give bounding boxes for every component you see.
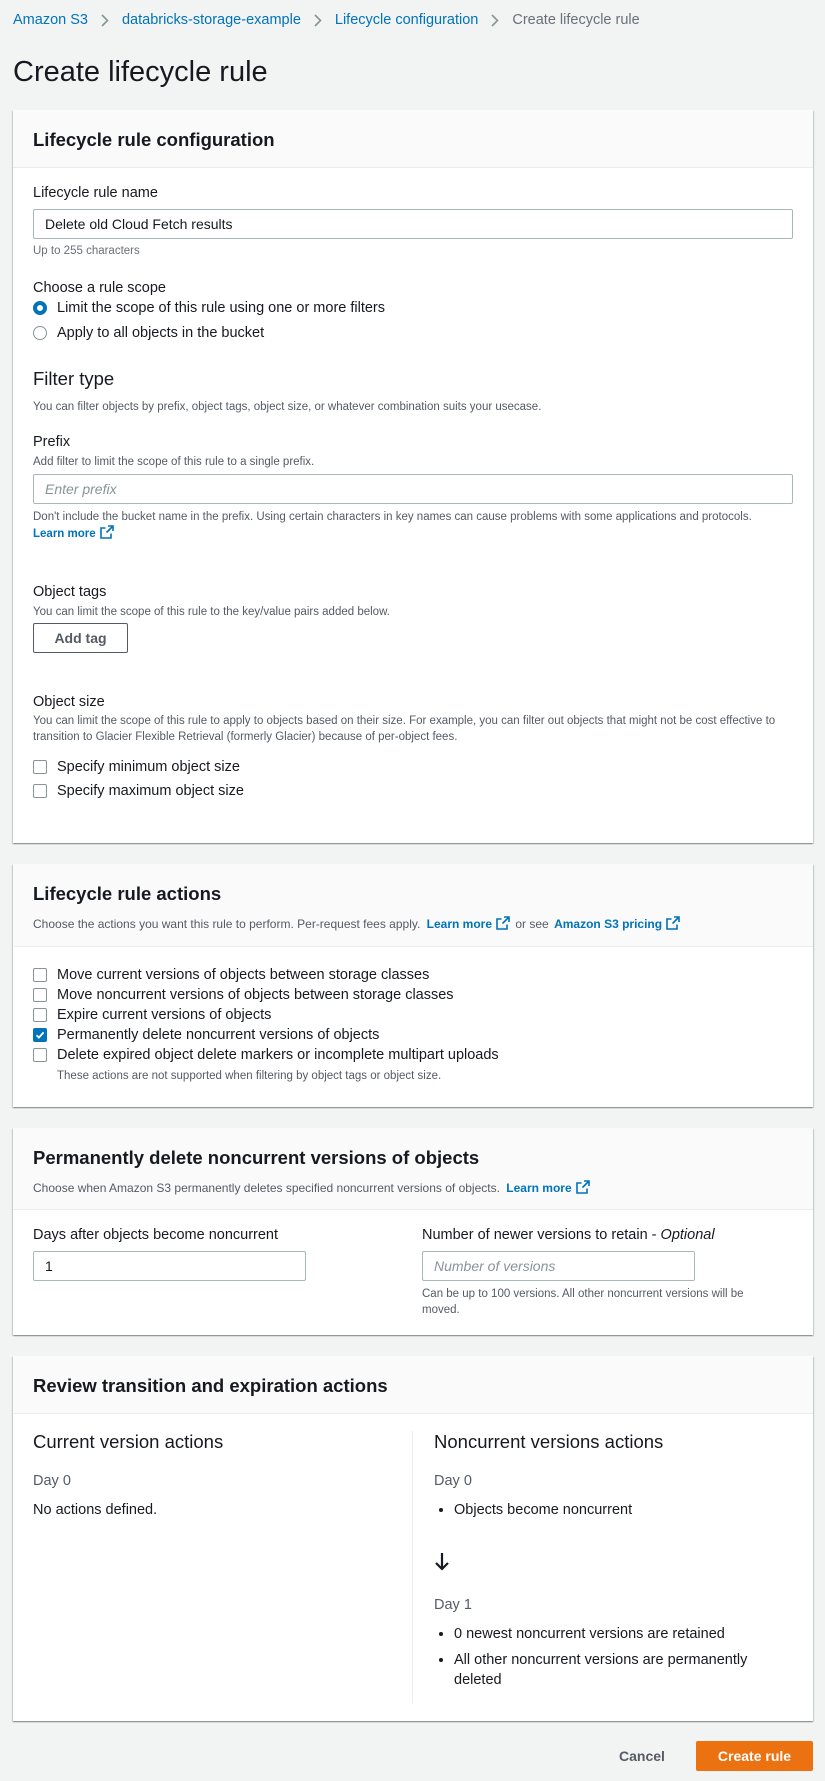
page-title: Create lifecycle rule: [13, 56, 268, 88]
learn-more-label: Learn more: [506, 1181, 572, 1195]
actions-learn-more-link[interactable]: [427, 917, 510, 931]
action-move-current[interactable]: [33, 967, 429, 983]
optional-tag: Optional: [660, 1227, 715, 1243]
actions-desc-text: Choose the actions you want this rule to perform. Per-request fees apply.: [33, 917, 421, 931]
breadcrumb-amazon-s3[interactable]: Amazon S3: [13, 12, 88, 28]
nc-day0-label: Day 0: [434, 1473, 472, 1489]
panel-header: [13, 1128, 813, 1210]
scope-option-all-objects[interactable]: [33, 325, 264, 341]
checkbox-unchecked[interactable]: [33, 968, 47, 982]
object-tags-label: Object tags: [33, 584, 107, 600]
days-noncurrent-label: Days after objects become noncurrent: [33, 1227, 279, 1243]
versions-retain-input[interactable]: Number of versions: [422, 1251, 695, 1281]
current-version-actions-title: Current version actions: [33, 1431, 224, 1452]
cancel-button[interactable]: Cancel: [619, 1748, 665, 1764]
panel-header: [13, 1356, 813, 1414]
option-label: Move current versions of objects between storage classes: [57, 967, 430, 983]
permanently-delete-panel: [13, 1128, 813, 1335]
checkbox-unchecked[interactable]: [33, 1048, 47, 1062]
check-icon: [35, 1030, 45, 1040]
radio-unselected[interactable]: [33, 326, 47, 340]
panel-title: Lifecycle rule actions: [33, 883, 222, 904]
actions-note: These actions are not supported when filtering by object tags or object size.: [57, 1070, 442, 1082]
scope-option-label: Apply to all objects in the bucket: [57, 325, 265, 341]
prefix-note: [33, 509, 773, 542]
days-noncurrent-input[interactable]: 1: [33, 1251, 306, 1281]
scope-option-filters[interactable]: [33, 300, 385, 316]
option-label: Move noncurrent versions of objects between storage classes: [57, 987, 454, 1003]
external-link-icon: [496, 916, 510, 930]
perm-delete-desc: [33, 1180, 590, 1195]
learn-more-label: Learn more: [33, 528, 96, 540]
prefix-desc: Add filter to limit the scope of this rule to a single prefix.: [33, 456, 315, 468]
checkbox-unchecked[interactable]: [33, 1008, 47, 1022]
action-permanently-delete-noncurrent[interactable]: [33, 1027, 379, 1043]
external-link-icon: [666, 916, 680, 930]
chevron-right-icon: [491, 14, 499, 27]
checkbox-unchecked[interactable]: [33, 760, 47, 774]
s3-pricing-link[interactable]: [554, 917, 680, 931]
option-label: Specify minimum object size: [57, 759, 240, 775]
option-label: Expire current versions of objects: [57, 1007, 272, 1023]
nc-day0-list: [434, 1500, 774, 1526]
rule-name-input[interactable]: Delete old Cloud Fetch results: [33, 209, 793, 239]
action-move-noncurrent[interactable]: [33, 987, 454, 1003]
current-no-actions: No actions defined.: [33, 1502, 158, 1518]
prefix-learn-more-link[interactable]: [33, 528, 114, 540]
max-object-size-option[interactable]: [33, 783, 244, 799]
external-link-icon: [576, 1180, 590, 1194]
column-divider: [412, 1431, 413, 1703]
versions-retain-label-text: Number of newer versions to retain -: [422, 1227, 661, 1243]
perm-delete-desc-text: Choose when Amazon S3 permanently deletes specified noncurrent versions of objects.: [33, 1181, 500, 1195]
min-object-size-option[interactable]: [33, 759, 240, 775]
or-see-text: or see: [515, 917, 549, 931]
list-item: • All other noncurrent versions are permanently deleted: [454, 1650, 774, 1690]
rule-name-label: Lifecycle rule name: [33, 185, 158, 201]
breadcrumb-current: Create lifecycle rule: [512, 12, 640, 28]
review-actions-panel: [13, 1356, 813, 1721]
scope-option-label: Limit the scope of this rule using one or more filters: [57, 300, 386, 316]
create-rule-button[interactable]: Create rule: [696, 1741, 813, 1771]
breadcrumb-lifecycle-configuration[interactable]: Lifecycle configuration: [334, 12, 479, 28]
lifecycle-rule-actions-panel: [13, 864, 813, 1107]
actions-desc: [33, 916, 680, 931]
option-label: Specify maximum object size: [57, 783, 244, 799]
lifecycle-rule-configuration-panel: [13, 110, 813, 843]
versions-retain-label: [422, 1227, 715, 1243]
rule-scope-label: Choose a rule scope: [33, 280, 166, 296]
breadcrumb-bucket[interactable]: databricks-storage-example: [121, 12, 301, 28]
panel-title: Permanently delete noncurrent versions of objects: [33, 1147, 480, 1168]
prefix-input[interactable]: Enter prefix: [33, 474, 793, 504]
prefix-label: Prefix: [33, 434, 71, 450]
panel-title: Review transition and expiration actions: [33, 1375, 388, 1396]
checkbox-unchecked[interactable]: [33, 784, 47, 798]
list-item: • 0 newest noncurrent versions are retained: [454, 1624, 774, 1644]
rule-name-hint: Up to 255 characters: [33, 245, 140, 257]
nc-day1-list: [434, 1624, 774, 1696]
pricing-label: Amazon S3 pricing: [554, 917, 663, 931]
panel-header: [13, 110, 813, 168]
panel-header: [13, 864, 813, 947]
object-size-label: Object size: [33, 694, 105, 710]
add-tag-button[interactable]: Add tag: [33, 623, 128, 653]
external-link-icon: [100, 525, 114, 539]
checkbox-checked[interactable]: [33, 1028, 47, 1042]
option-label: Permanently delete noncurrent versions of objects: [57, 1027, 380, 1043]
filter-type-title: Filter type: [33, 368, 115, 389]
prefix-note-text: Don't include the bucket name in the prefix. Using certain characters in key names can cause problems with some applications and protocols.: [33, 511, 752, 523]
breadcrumb: [13, 10, 640, 30]
action-expire-current[interactable]: [33, 1007, 271, 1023]
checkbox-unchecked[interactable]: [33, 988, 47, 1002]
chevron-right-icon: [314, 14, 322, 27]
radio-selected[interactable]: [33, 301, 47, 315]
filter-type-desc: You can filter objects by prefix, object tags, object size, or whatever combination suits your usecase.: [33, 401, 542, 413]
object-tags-desc: You can limit the scope of this rule to the key/value pairs added below.: [33, 606, 390, 618]
chevron-right-icon: [101, 14, 109, 27]
action-delete-expired-markers[interactable]: [33, 1047, 499, 1063]
option-label: Delete expired object delete markers or incomplete multipart uploads: [57, 1047, 499, 1063]
versions-retain-hint: Can be up to 100 versions. All other noncurrent versions will be moved.: [422, 1288, 744, 1316]
noncurrent-versions-actions-title: Noncurrent versions actions: [434, 1431, 664, 1452]
current-day-label: Day 0: [33, 1473, 71, 1489]
panel-title: Lifecycle rule configuration: [33, 129, 275, 150]
learn-more-label: Learn more: [426, 917, 493, 931]
object-size-desc: You can limit the scope of this rule to apply to objects based on their size. For example, you can filter out objects that might not be cost effective to transition to Glacier Flexible Retrieval (formerly Glacier) because of per-object fees.: [33, 715, 776, 743]
list-item: • Objects become noncurrent: [454, 1500, 774, 1520]
perm-delete-learn-more-link[interactable]: [506, 1181, 589, 1195]
arrow-down-icon: [434, 1552, 450, 1572]
nc-day1-label: Day 1: [434, 1597, 472, 1613]
